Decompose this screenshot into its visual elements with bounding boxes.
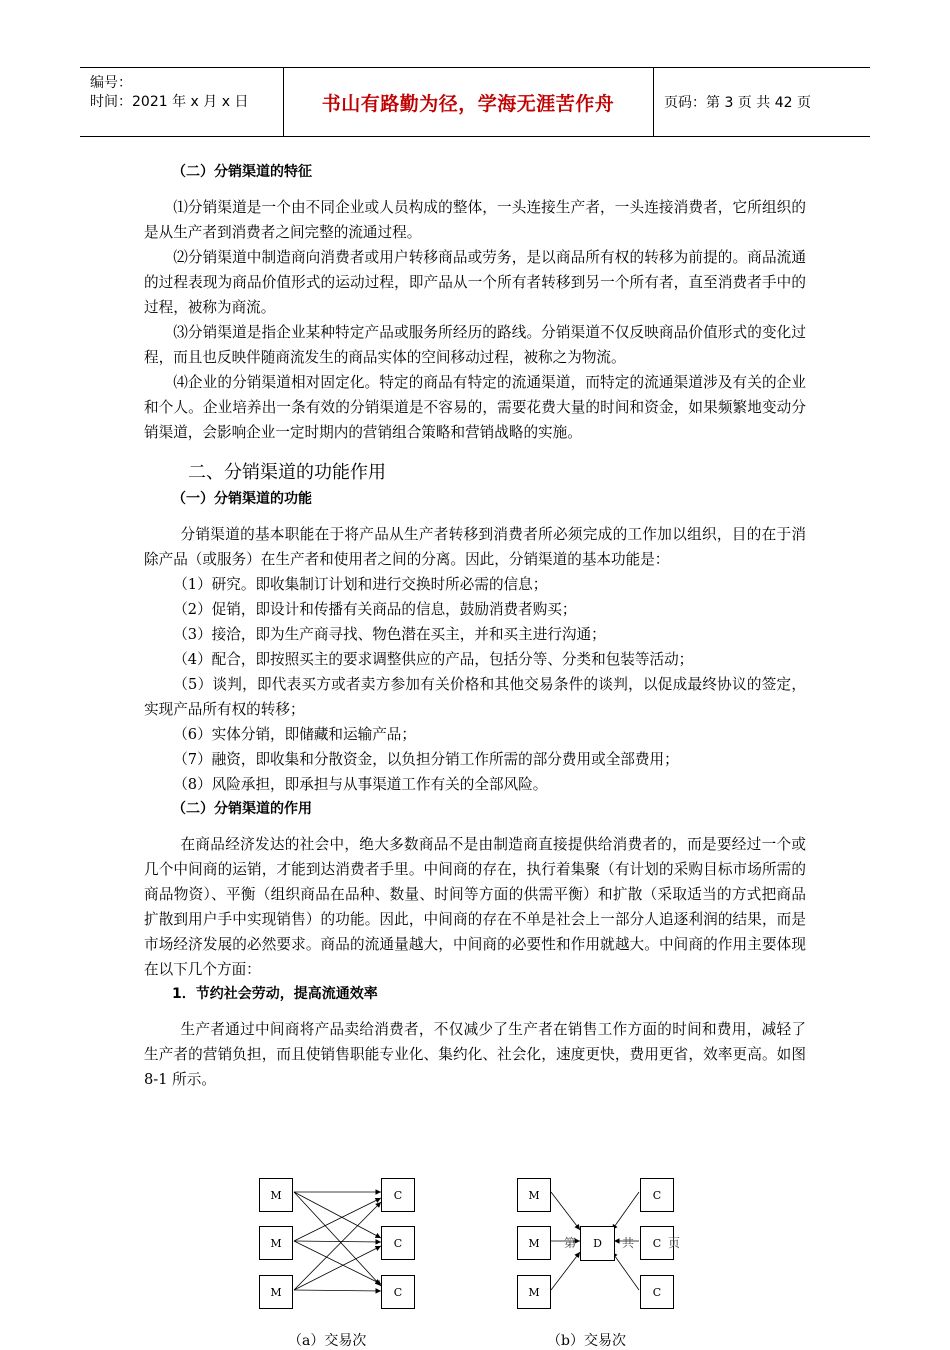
features-heading: （二）分销渠道的特征 (172, 164, 312, 180)
manufacturer-box: M (517, 1226, 551, 1260)
function-item: （3）接洽，即为生产商寻找、物色潜在买主，并和买主进行沟通； (173, 626, 606, 643)
header-meta-cell (80, 68, 284, 136)
point1-paragraph: 生产者通过中间商将产品卖给消费者，不仅减少了生产者在销售工作方面的时间和费用，减轻了生产者的营销负担，而且使销售职能专业化、集约化、社会化，速度更快，费用更省，效率更高。如图 8-1 所示。 (144, 1021, 806, 1088)
manufacturer-box: M (259, 1275, 293, 1309)
consumer-box: C (640, 1226, 674, 1260)
consumer-box: C (381, 1275, 415, 1309)
header-page-info: 页码：第 3 页 共 42 页 (664, 95, 811, 111)
consumer-box: C (640, 1178, 674, 1212)
manufacturer-box: M (517, 1275, 551, 1309)
function-item: （8）风险承担，即承担与从事渠道工作有关的全部风险。 (173, 776, 548, 793)
feature-item: ⑷企业的分销渠道相对固定化。特定的商品有特定的流通渠道，而特定的流通渠道涉及有关的企业和个人。企业培养出一条有效的分销渠道是不容易的，需要花费大量的时间和资金，如果频繁地变动分销渠道，会影响企业一定时期内的营销组合策略和营销战略的实施。 (144, 374, 806, 441)
point1-heading: 1．节约社会劳动，提高流通效率 (172, 986, 378, 1002)
overlap-glyph: 共 (622, 1236, 635, 1250)
document-body (144, 160, 806, 1092)
function-item: （5）谈判，即代表买方或者卖方参加有关价格和其他交易条件的谈判，以促成最终协议的签定，实现产品所有权的转移； (144, 676, 806, 718)
manufacturer-box: M (259, 1226, 293, 1260)
number-label: 编号： (90, 75, 132, 91)
consumer-box: C (640, 1275, 674, 1309)
functions-heading: （一）分销渠道的功能 (172, 491, 312, 507)
consumer-box: C (381, 1226, 415, 1260)
caption-a: （a）交易次 (288, 1333, 367, 1349)
consumer-box: C (381, 1178, 415, 1212)
time-label: 时间：2021 年 x 月 x 日 (90, 94, 249, 110)
functions-intro: 分销渠道的基本职能在于将产品从生产者转移到消费者所必须完成的工作加以组织，目的在于消除产品（或服务）在生产者和使用者之间的分离。因此，分销渠道的基本功能是： (144, 526, 806, 568)
feature-item: ⑵分销渠道中制造商向消费者或用户转移商品或劳务，是以商品所有权的转移为前提的。商品流通的过程表现为商品价值形式的运动过程，即产品从一个所有者转移到另一个所有者，直至消费者手中的过程，被称为商流。 (144, 249, 806, 316)
function-item: （7）融资，即收集和分散资金，以负担分销工作所需的部分费用或全部费用； (173, 751, 679, 768)
header-motto: 书山有路勤为径，学海无涯苦作舟 (283, 68, 654, 136)
figure-8-1 (240, 1170, 710, 1349)
overlap-glyph: 页 (668, 1236, 681, 1250)
overlap-glyph: 第 (564, 1236, 577, 1250)
roles-paragraph: 在商品经济发达的社会中，绝大多数商品不是由制造商直接提供给消费者的，而是要经过一个或几个中间商的运销，才能到达消费者手里。中间商的存在，执行着集聚（有计划的采购目标市场所需的商品物资）、平衡（组织商品在品种、数量、时间等方面的供需平衡）和扩散（采取适当的方式把商品扩散到用户手中实现销售）的功能。因此，中间商的存在不单是社会上一部分人追逐利润的结果，而是市场经济发展的必然要求。商品的流通量越大，中间商的必要性和作用就越大。中间商的作用主要体现在以下几个方面： (144, 836, 806, 978)
function-item: （1）研究。即收集制订计划和进行交换时所必需的信息； (173, 576, 548, 593)
function-item: （2）促销，即设计和传播有关商品的信息，鼓励消费者购买； (173, 601, 577, 618)
manufacturer-box: M (259, 1178, 293, 1212)
function-item: （6）实体分销，即储藏和运输产品； (173, 726, 416, 743)
manufacturer-box: M (517, 1178, 551, 1212)
section-title: 二、分销渠道的功能作用 (188, 462, 386, 483)
page-header (80, 67, 870, 137)
distributor-box: D (580, 1226, 615, 1261)
feature-item: ⑶分销渠道是指企业某种特定产品或服务所经历的路线。分销渠道不仅反映商品价值形式的变化过程，而且也反映伴随商流发生的商品实体的空间移动过程，被称之为物流。 (144, 324, 806, 366)
feature-item: ⑴分销渠道是一个由不同企业或人员构成的整体，一头连接生产者，一头连接消费者，它所组织的是从生产者到消费者之间完整的流通过程。 (144, 199, 806, 241)
caption-b: （b）交易次 (547, 1333, 626, 1349)
function-item: （4）配合，即按照买主的要求调整供应的产品，包括分等、分类和包装等活动； (173, 651, 694, 668)
roles-heading: （二）分销渠道的作用 (172, 801, 312, 817)
